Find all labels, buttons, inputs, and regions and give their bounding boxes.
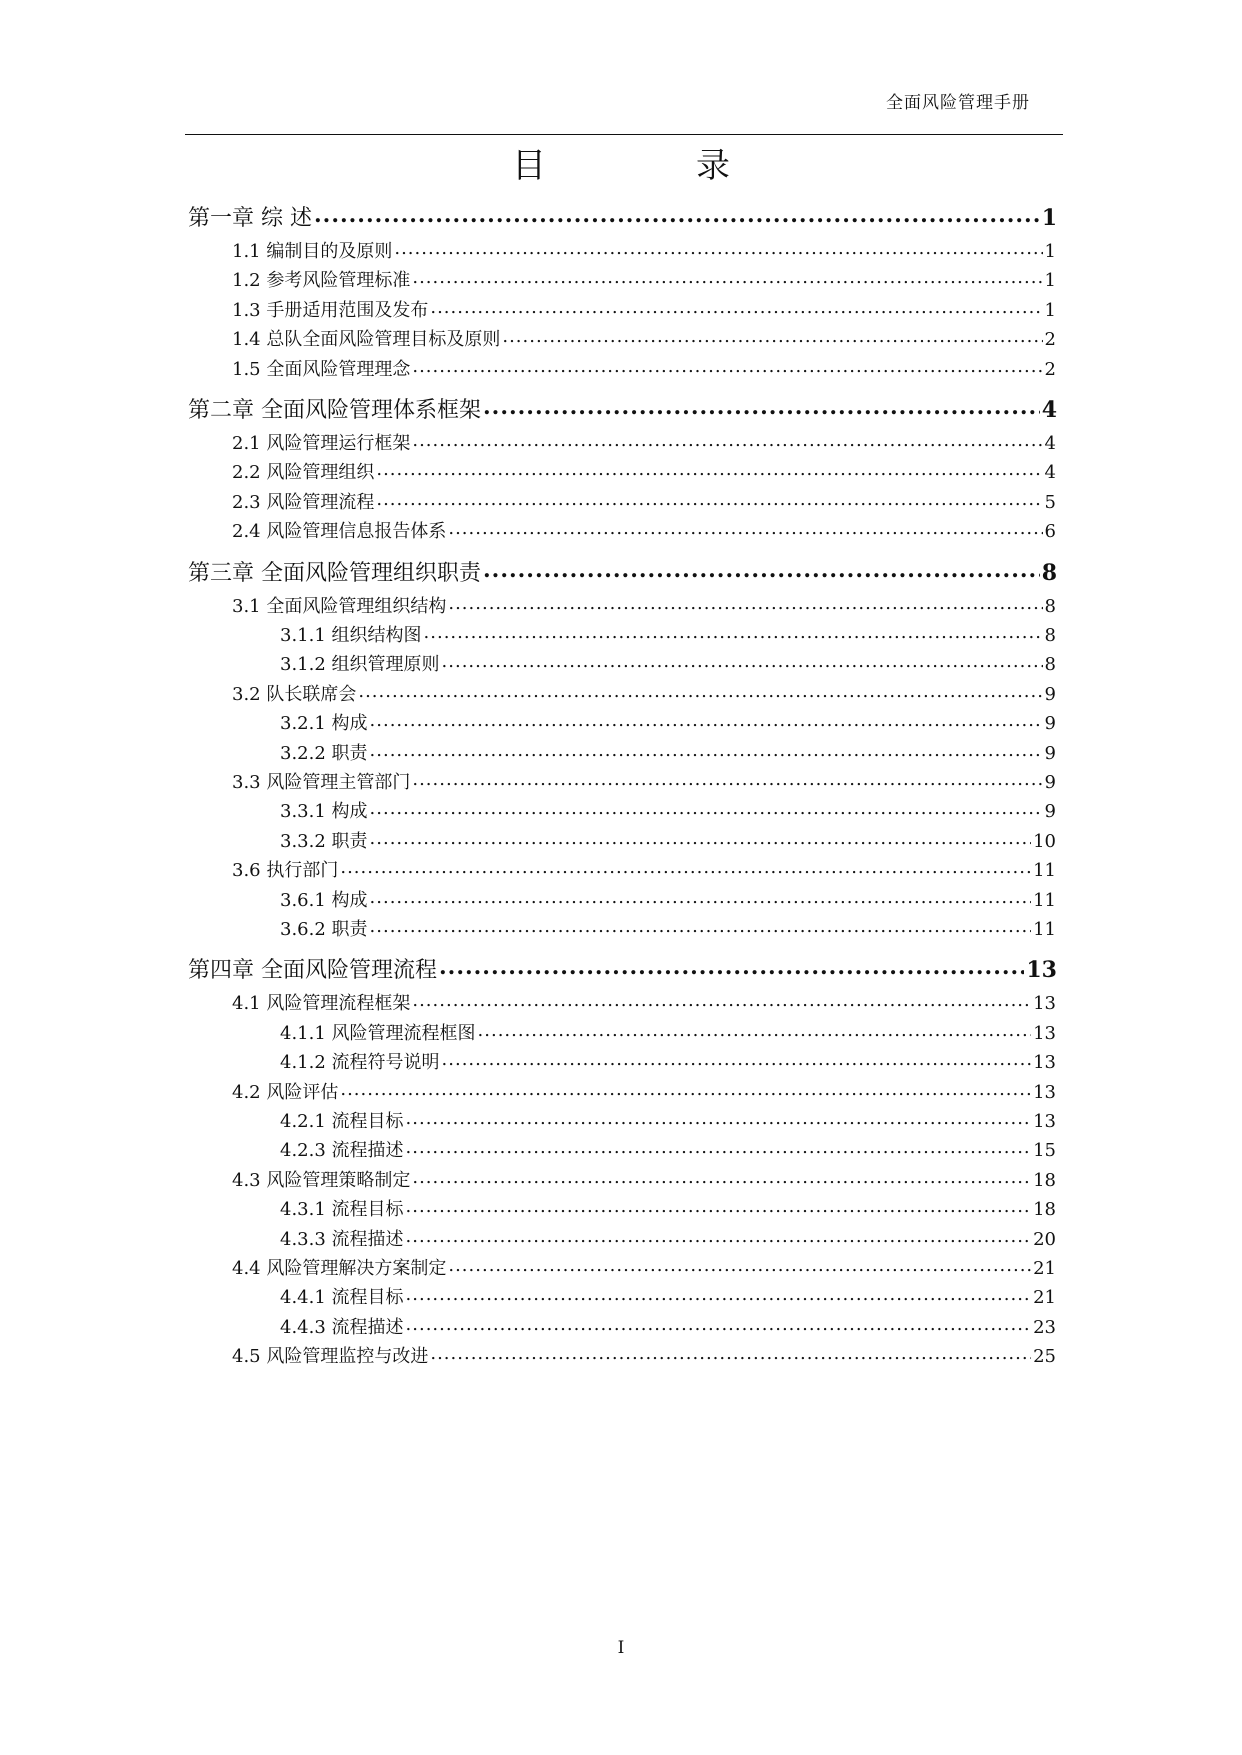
- toc-entry-page: 4: [1044, 462, 1056, 484]
- toc-entry-label: 3.3.1 构成: [280, 801, 368, 823]
- dot-leader: [314, 202, 1040, 228]
- toc-entry-label: 4.2 风险评估: [232, 1081, 339, 1103]
- toc-entry-page: 13: [1026, 957, 1057, 984]
- toc-section-entry[interactable]: [232, 458, 1056, 484]
- dot-leader: [340, 1079, 1031, 1100]
- toc-entry-label: 4.3.3 流程描述: [280, 1228, 404, 1250]
- toc-subsection-entry[interactable]: [280, 827, 1056, 853]
- toc-entry-page: 11: [1033, 889, 1056, 911]
- toc-entry-page: 9: [1044, 742, 1056, 764]
- toc-entry-label: 3.2 队长联席会: [232, 683, 357, 705]
- toc-entry-label: 第四章 全面风险管理流程: [188, 958, 437, 984]
- toc-subsection-entry[interactable]: [280, 1225, 1056, 1251]
- toc-subsection-entry[interactable]: [280, 886, 1056, 912]
- toc-section-entry[interactable]: [232, 517, 1056, 543]
- toc-entry-label: 1.3 手册适用范围及发布: [232, 299, 429, 321]
- dot-leader: [430, 297, 1042, 318]
- dot-leader: [483, 394, 1040, 420]
- toc-subsection-entry[interactable]: [280, 1107, 1056, 1133]
- toc-entry-label: 4.4.1 流程目标: [280, 1287, 404, 1309]
- dot-leader: [439, 954, 1024, 980]
- toc-entry-page: 9: [1044, 713, 1056, 735]
- toc-entry-page: 8: [1044, 654, 1056, 676]
- dot-leader: [370, 887, 1032, 908]
- toc-entry-page: 1: [1044, 299, 1056, 321]
- toc-entry-label: 4.5 风险管理监控与改进: [232, 1346, 429, 1368]
- dot-leader: [412, 990, 1031, 1011]
- toc-entry-label: 4.1.2 流程符号说明: [280, 1052, 440, 1074]
- toc-subsection-entry[interactable]: [280, 1019, 1056, 1045]
- toc-entry-label: 1.4 总队全面风险管理目标及原则: [232, 329, 501, 351]
- dot-leader: [412, 356, 1042, 377]
- dot-leader: [406, 1284, 1032, 1305]
- toc-section-entry[interactable]: [232, 989, 1056, 1015]
- toc-section-entry[interactable]: [232, 1342, 1056, 1368]
- dot-leader: [478, 1020, 1032, 1041]
- toc-entry-page: 8: [1044, 595, 1056, 617]
- toc-subsection-entry[interactable]: [280, 1283, 1056, 1309]
- toc-entry-page: 15: [1033, 1140, 1056, 1162]
- dot-leader: [412, 267, 1042, 288]
- toc-entry-page: 13: [1033, 1052, 1056, 1074]
- toc-entry-label: 第二章 全面风险管理体系框架: [188, 398, 481, 423]
- dot-leader: [358, 681, 1042, 702]
- toc-entry-label: 3.1.1 组织结构图: [280, 625, 422, 646]
- running-header: 全面风险管理手册: [886, 93, 1030, 113]
- toc-entry-page: 1: [1044, 241, 1056, 262]
- toc-section-entry[interactable]: [232, 488, 1056, 514]
- toc-subsection-entry[interactable]: [280, 621, 1056, 647]
- toc-entry-page: 4: [1044, 433, 1056, 454]
- toc-entry-page: 21: [1033, 1258, 1056, 1279]
- toc-section-entry[interactable]: [232, 237, 1056, 263]
- toc-entry-label: 3.1 全面风险管理组织结构: [232, 595, 447, 617]
- toc-subsection-entry[interactable]: [280, 1313, 1056, 1339]
- toc-subsection-entry[interactable]: [280, 1048, 1056, 1074]
- toc-subsection-entry[interactable]: [280, 1136, 1056, 1162]
- toc-entry-label: 4.3.1 流程目标: [280, 1199, 404, 1221]
- toc-section-entry[interactable]: [232, 1166, 1056, 1192]
- toc-entry-label: 4.4 风险管理解决方案制定: [232, 1258, 447, 1279]
- toc-entry-page: 5: [1044, 491, 1056, 513]
- toc-entry-page: 6: [1044, 521, 1056, 543]
- toc-subsection-entry[interactable]: [280, 650, 1056, 676]
- toc-section-entry[interactable]: [232, 296, 1056, 322]
- header-rule: [185, 134, 1063, 135]
- toc-entry-label: 第三章 全面风险管理组织职责: [188, 560, 481, 586]
- dot-leader: [430, 1343, 1031, 1364]
- toc-section-entry[interactable]: [232, 856, 1056, 882]
- dot-leader: [502, 326, 1042, 347]
- toc-entry-label: 4.3 风险管理策略制定: [232, 1169, 411, 1191]
- dot-leader: [448, 1255, 1031, 1276]
- toc-section-entry[interactable]: [232, 592, 1056, 618]
- toc-entry-label: 1.1 编制目的及原则: [232, 241, 393, 262]
- dot-leader: [370, 916, 1032, 937]
- toc-section-entry[interactable]: [232, 355, 1056, 381]
- toc-entry-page: 9: [1044, 683, 1056, 705]
- toc-entry-page: 13: [1033, 993, 1056, 1015]
- toc-entry-page: 11: [1033, 860, 1056, 882]
- toc-section-entry[interactable]: [232, 680, 1056, 706]
- toc-subsection-entry[interactable]: [280, 739, 1056, 765]
- toc-chapter-entry[interactable]: [188, 556, 1057, 587]
- toc-section-entry[interactable]: [232, 325, 1056, 351]
- toc-chapter-entry[interactable]: [188, 393, 1057, 424]
- toc-entry-label: 3.6.2 职责: [280, 919, 368, 940]
- dot-leader: [406, 1196, 1032, 1217]
- dot-leader: [448, 593, 1042, 614]
- toc-entry-page: 18: [1033, 1169, 1056, 1191]
- dot-leader: [412, 1167, 1031, 1188]
- dot-leader: [483, 557, 1040, 583]
- toc-entry-page: 13: [1033, 1081, 1056, 1103]
- toc-entry-page: 11: [1033, 919, 1056, 940]
- toc-entry-label: 4.1 风险管理流程框架: [232, 993, 411, 1015]
- toc-entry-page: 1: [1041, 205, 1057, 231]
- toc-entry-page: 9: [1044, 772, 1056, 793]
- toc-entry-page: 13: [1033, 1111, 1056, 1132]
- toc-title: [0, 138, 1242, 187]
- toc-chapter-entry[interactable]: [188, 201, 1057, 232]
- toc-entry-label: 4.4.3 流程描述: [280, 1316, 404, 1338]
- toc-title-right: 录: [696, 146, 730, 186]
- dot-leader: [412, 769, 1042, 790]
- dot-leader: [442, 651, 1043, 672]
- toc-entry-label: 2.3 风险管理流程: [232, 491, 375, 513]
- toc-section-entry[interactable]: [232, 1254, 1056, 1280]
- toc-entry-label: 2.4 风险管理信息报告体系: [232, 521, 447, 543]
- toc-entry-page: 2: [1044, 329, 1056, 351]
- toc-entry-label: 4.1.1 风险管理流程框图: [280, 1022, 476, 1044]
- toc-entry-label: 3.2.2 职责: [280, 742, 368, 764]
- toc-entry-page: 8: [1044, 625, 1056, 646]
- toc-section-entry[interactable]: [232, 429, 1056, 455]
- toc-entry-label: 2.1 风险管理运行框架: [232, 433, 411, 454]
- toc-entry-label: 3.6 执行部门: [232, 860, 339, 882]
- toc-subsection-entry[interactable]: [280, 1195, 1056, 1221]
- toc-subsection-entry[interactable]: [280, 915, 1056, 941]
- toc-subsection-entry[interactable]: [280, 797, 1056, 823]
- toc-entry-label: 4.2.3 流程描述: [280, 1140, 404, 1162]
- toc-entry-page: 20: [1033, 1228, 1056, 1250]
- toc-entry-label: 3.3.2 职责: [280, 830, 368, 852]
- toc-entry-page: 10: [1033, 830, 1056, 852]
- toc-title-left: 目: [512, 146, 546, 186]
- toc-entry-page: 13: [1033, 1022, 1056, 1044]
- dot-leader: [376, 489, 1042, 510]
- toc-entry-page: 2: [1044, 358, 1056, 380]
- dot-leader: [448, 518, 1042, 539]
- toc-entry-page: 23: [1033, 1316, 1056, 1338]
- toc-entry-page: 4: [1041, 397, 1057, 423]
- dot-leader: [406, 1314, 1032, 1335]
- toc-section-entry[interactable]: [232, 266, 1056, 292]
- toc-entry-label: 3.2.1 构成: [280, 713, 368, 735]
- toc-section-entry[interactable]: [232, 1078, 1056, 1104]
- dot-leader: [406, 1226, 1032, 1247]
- dot-leader: [442, 1049, 1032, 1070]
- dot-leader: [340, 857, 1031, 878]
- toc-chapter-entry[interactable]: [188, 953, 1057, 984]
- dot-leader: [394, 238, 1042, 259]
- toc-entry-label: 1.5 全面风险管理理念: [232, 358, 411, 380]
- dot-leader: [424, 622, 1043, 643]
- dot-leader: [406, 1137, 1032, 1158]
- toc-entry-page: 25: [1033, 1346, 1056, 1368]
- toc-entry-label: 第一章 综 述: [188, 206, 312, 231]
- toc-entry-page: 8: [1041, 559, 1057, 586]
- dot-leader: [370, 710, 1043, 731]
- toc-entry-label: 2.2 风险管理组织: [232, 462, 375, 484]
- toc-entry-page: 1: [1044, 270, 1056, 292]
- dot-leader: [370, 828, 1032, 849]
- dot-leader: [376, 459, 1042, 480]
- toc-entry-page: 18: [1033, 1199, 1056, 1221]
- toc-subsection-entry[interactable]: [280, 709, 1056, 735]
- dot-leader: [370, 798, 1043, 819]
- toc-entry-page: 9: [1044, 801, 1056, 823]
- dot-leader: [406, 1108, 1032, 1129]
- toc-entry-label: 4.2.1 流程目标: [280, 1111, 404, 1132]
- dot-leader: [370, 740, 1043, 761]
- toc-entry-label: 1.2 参考风险管理标准: [232, 270, 411, 292]
- toc-entry-label: 3.3 风险管理主管部门: [232, 772, 411, 793]
- page-number: I: [617, 1638, 625, 1658]
- toc-section-entry[interactable]: [232, 768, 1056, 794]
- toc-entry-label: 3.6.1 构成: [280, 889, 368, 911]
- toc-entry-label: 3.1.2 组织管理原则: [280, 654, 440, 676]
- dot-leader: [412, 430, 1042, 451]
- toc-entry-page: 21: [1033, 1287, 1056, 1309]
